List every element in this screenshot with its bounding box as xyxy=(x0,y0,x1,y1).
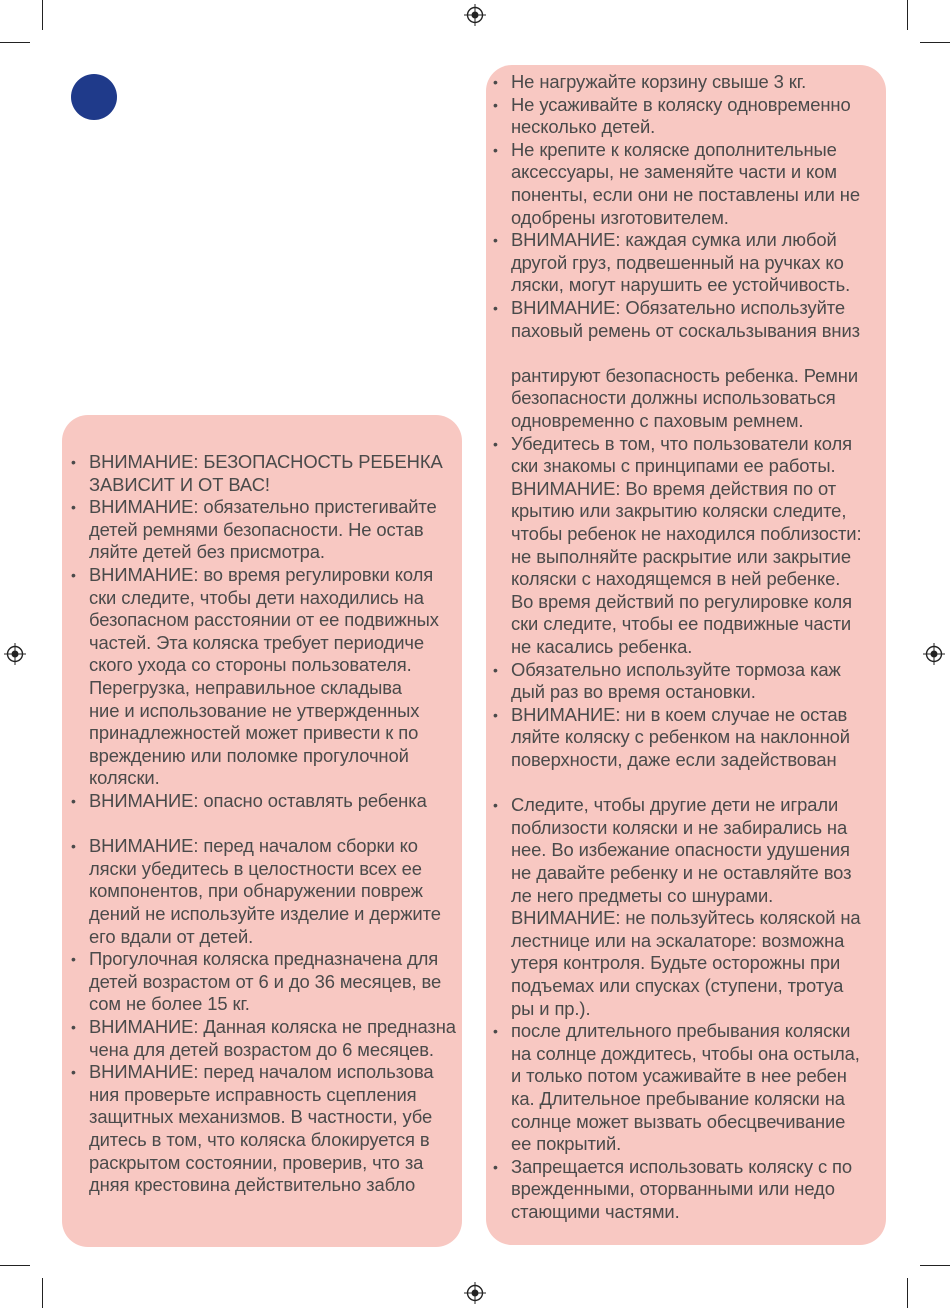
text-line: принадлежностей может привести к по xyxy=(89,722,419,744)
text-line: не выполняйте раскрытие или закрытие xyxy=(511,545,851,567)
bullet-icon: • xyxy=(71,1064,76,1081)
text-line: ски знакомы с принципами ее работы. xyxy=(511,455,836,477)
bullet-icon: • xyxy=(493,797,498,814)
text-line: Убедитесь в том, что пользователи коля xyxy=(511,432,852,454)
text-line: ры и пр.). xyxy=(511,997,591,1019)
text-line: ВНИМАНИЕ: Данная коляска не предназна xyxy=(89,1016,456,1037)
text-line: и только потом усаживайте в нее ребен xyxy=(511,1065,847,1087)
text-line: Не усаживайте в коляску одновременно xyxy=(511,93,851,115)
text-line: ВНИМАНИЕ: во время регулировки коля xyxy=(89,564,434,585)
text-line: ВНИМАНИЕ: БЕЗОПАСНОСТЬ РЕБЕНКА xyxy=(89,451,443,472)
bullet-icon: • xyxy=(493,74,498,90)
bullet-icon: • xyxy=(493,96,498,113)
text-line: ЗАВИСИТ И ОТ ВАС! xyxy=(89,473,270,495)
bullet-icon: • xyxy=(493,661,498,678)
text-line: другой груз, подвешенный на ручках ко xyxy=(511,251,844,273)
text-line: раскрытом состоянии, проверив, что за xyxy=(89,1151,424,1173)
registration-mark-icon xyxy=(923,643,945,665)
registration-mark-icon xyxy=(464,1282,486,1304)
text-line: лестнице или на эскалаторе: возможна xyxy=(511,929,845,951)
bullet-icon: • xyxy=(71,793,76,809)
text-line: ски следите, чтобы ее подвижные части xyxy=(511,613,852,635)
text-line: частей. Эта коляска требует периодиче xyxy=(89,631,425,653)
text-line: ВНИМАНИЕ: опасно оставлять ребенка xyxy=(89,790,427,811)
text-line: не касались ребенка. xyxy=(511,636,693,657)
bullet-icon: • xyxy=(71,1019,76,1035)
text-line: дений не используйте изделие и держите xyxy=(89,903,441,924)
text-line: аксессуары, не заменяйте части и ком xyxy=(511,161,837,183)
text-line: сом не более 15 кг. xyxy=(89,993,250,1015)
text-line: поверхности, даже если задействован xyxy=(511,749,837,770)
text-line: ВНИМАНИЕ: Обязательно используйте xyxy=(511,297,846,318)
text-line: Перегрузка, неправильное складыва xyxy=(89,677,402,698)
text-line: одновременно с паховым ремнем. xyxy=(511,410,804,431)
text-line: ски следите, чтобы дети находились на xyxy=(89,586,424,608)
bullet-icon: • xyxy=(71,951,76,968)
text-line: ка. Длительное пребывание коляски на xyxy=(511,1088,845,1109)
text-line: солнце может вызвать обесцвечивание xyxy=(511,1110,846,1132)
section-marker-dot xyxy=(71,74,117,120)
bullet-icon: • xyxy=(493,1158,498,1175)
text-line: ВНИМАНИЕ: каждая сумка или любой xyxy=(511,229,837,251)
crop-mark xyxy=(0,42,30,43)
text-line: подъемах или спусках (ступени, тротуа xyxy=(511,975,844,996)
bullet-icon: • xyxy=(493,141,498,158)
text-line: Во время действий по регулировке коля xyxy=(511,590,852,612)
text-line: безопасности должны использоваться xyxy=(511,387,836,409)
text-line: ляйте детей без присмотра. xyxy=(89,541,325,563)
text-line: паховый ремень от соскальзывания вниз xyxy=(511,319,860,341)
text-line: Следите, чтобы другие дети не играли xyxy=(511,794,839,816)
crop-mark xyxy=(920,1265,950,1266)
bullet-icon: • xyxy=(493,435,498,452)
crop-mark xyxy=(42,1278,43,1308)
text-line: вреждению или поломке прогулочной xyxy=(89,744,409,766)
text-line: защитных механизмов. В частности, убе xyxy=(89,1106,433,1128)
text-line: ния проверьте исправность сцепления xyxy=(89,1083,417,1105)
crop-mark xyxy=(907,0,908,30)
text-line: коляски с находящемся в ней ребенке. xyxy=(511,568,841,590)
bullet-icon: • xyxy=(71,499,76,516)
text-line: ВНИМАНИЕ: обязательно пристегивайте xyxy=(89,496,437,518)
bullet-icon: • xyxy=(493,1023,498,1040)
text-line: Не крепите к коляске дополнительные xyxy=(511,138,837,160)
registration-mark-icon xyxy=(4,643,26,665)
registration-mark-icon xyxy=(464,4,486,26)
text-line: крытию или закрытию коляски следите, xyxy=(511,500,847,522)
text-line: после длительного пребывания коляски xyxy=(511,1020,851,1042)
text-line: поненты, если они не поставлены или не xyxy=(511,184,860,205)
text-line: стающими частями. xyxy=(511,1201,680,1222)
text-line: ского ухода со стороны пользователя. xyxy=(89,654,412,676)
text-line: ВНИМАНИЕ: перед началом использова xyxy=(89,1061,434,1083)
text-line: ле него предметы со шнурами. xyxy=(511,884,774,906)
text-line: дитесь в том, что коляска блокируется в xyxy=(89,1129,430,1150)
text-line: ВНИМАНИЕ: перед началом сборки ко xyxy=(89,835,418,857)
text-line: ляски убедитесь в целостности всех ее xyxy=(89,857,422,879)
text-line: дняя крестовина действительно забло xyxy=(89,1174,416,1196)
text-line: ВНИМАНИЕ: ни в коем случае не остав xyxy=(511,703,848,725)
bullet-icon: • xyxy=(493,300,498,316)
text-line: Не нагружайте корзину свыше 3 кг. xyxy=(511,71,807,92)
text-line: поблизости коляски и не забирались на xyxy=(511,816,848,838)
text-line: коляски. xyxy=(89,767,160,789)
text-line: на солнце дождитесь, чтобы она остыла, xyxy=(511,1042,860,1064)
text-line: ВНИМАНИЕ: не пользуйтесь коляской на xyxy=(511,907,861,929)
text-line: дый раз во время остановки. xyxy=(511,681,756,703)
text-line: ние и использование не утвержденных xyxy=(89,699,420,721)
text-line: Запрещается использовать коляску с по xyxy=(511,1155,853,1177)
bullet-icon: • xyxy=(71,838,76,855)
text-line: несколько детей. xyxy=(511,116,656,138)
bullet-icon: • xyxy=(71,567,76,583)
crop-mark xyxy=(907,1278,908,1308)
text-line: утеря контроля. Будьте осторожны при xyxy=(511,952,841,974)
crop-mark xyxy=(920,42,950,43)
text-line: чтобы ребенок не находился поблизости: xyxy=(511,523,862,544)
text-line: компонентов, при обнаружении повреж xyxy=(89,880,423,902)
text-line: Прогулочная коляска предназначена для xyxy=(89,948,439,970)
text-line: рантируют безопасность ребенка. Ремни xyxy=(511,364,859,386)
text-line: его вдали от детей. xyxy=(89,925,254,947)
bullet-icon: • xyxy=(493,232,498,249)
text-line: детей ремнями безопасности. Не остав xyxy=(89,518,424,540)
text-line: нее. Во избежание опасности удушения xyxy=(511,839,850,861)
text-line: безопасном расстоянии от ее подвижных xyxy=(89,609,439,631)
text-line: ляйте коляску с ребенком на наклонной xyxy=(511,726,850,748)
text-line: одобрены изготовителем. xyxy=(511,206,729,228)
text-line: ее покрытий. xyxy=(511,1133,622,1155)
text-line: не давайте ребенку и не оставляйте воз xyxy=(511,862,852,883)
text-line: детей возрастом от 6 и до 36 месяцев, ве xyxy=(89,970,442,992)
bullet-icon: • xyxy=(71,454,76,470)
text-line: Обязательно используйте тормоза каж xyxy=(511,658,841,680)
text-line: ляски, могут нарушить ее устойчивость. xyxy=(511,274,851,296)
text-line: чена для детей возрастом до 6 месяцев. xyxy=(89,1038,434,1060)
crop-mark xyxy=(0,1265,30,1266)
text-line: врежденными, оторванными или недо xyxy=(511,1178,835,1200)
crop-mark xyxy=(42,0,43,30)
text-line: ВНИМАНИЕ: Во время действия по от xyxy=(511,477,837,499)
bullet-icon: • xyxy=(493,706,498,723)
